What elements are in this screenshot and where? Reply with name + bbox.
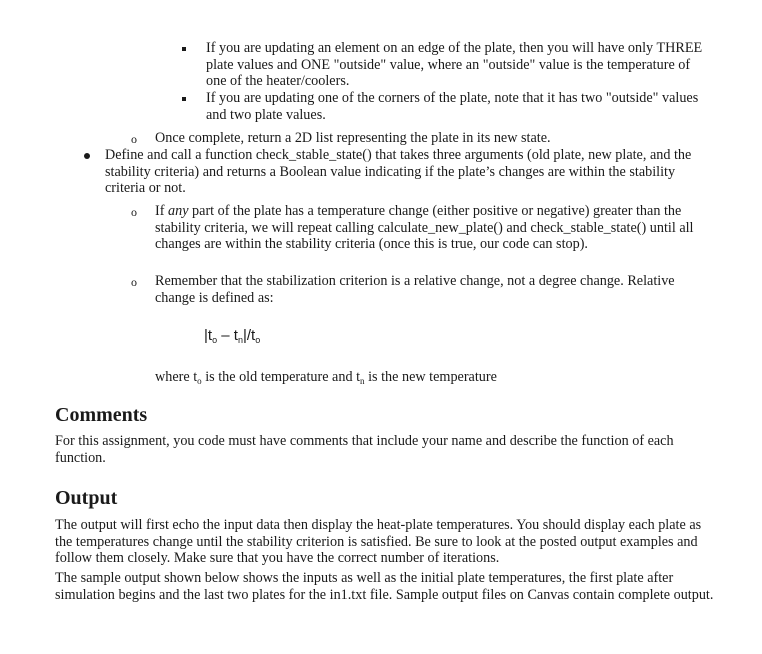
- once-complete-text: Once complete, return a 2D list representing the plate in its new state.: [155, 130, 551, 146]
- define-function-bullet: Define and call a function check_stable_state() that takes three arguments (old plate, new plate, and the stability criteria) and returns a Boolean value indicating if the plate’s changes are within the stability criteria or not.: [105, 147, 692, 196]
- circle-bullet-icon: o: [131, 275, 137, 289]
- sub-bullet-corner: If you are updating one of the corners of the plate, note that it has two "outside" values and two plate values.: [206, 90, 699, 123]
- comments-body: For this assignment, you code must have comments that include your name and describe the function of each function.: [55, 433, 674, 466]
- if-any-pre: If: [155, 203, 168, 219]
- remember-text: Remember that the stabilization criterion is a relative change, not a degree change. Relative change is defined as:: [155, 273, 675, 306]
- circle-bullet-icon: o: [131, 132, 137, 146]
- if-any-post: part of the plate has a temperature change (either positive or negative) greater than the stability criteria, we will repeat calling calculate_new_plate() and check_stable_state() until all changes are within the stability criteria (once this is true, our code can stop).: [155, 203, 694, 252]
- bullet-dot-icon: [84, 153, 90, 159]
- square-bullet-icon: [182, 97, 186, 101]
- comments-heading: Comments: [55, 404, 148, 426]
- output-body-1: The output will first echo the input data then display the heat-plate temperatures. You should display each plate as the temperatures change until the stability criterion is satisfied. Be sure to look at the posted output examples and follow them closely. Make sure that you have the correct number of iterations.: [55, 517, 702, 566]
- if-any-emphasis: any: [168, 203, 189, 219]
- relative-change-formula: $|t_o - t_n|/t_o$: [204, 327, 261, 345]
- where-text: where $t_o$ is the old temperature and $t_n$ is the new temperature: [155, 369, 497, 386]
- square-bullet-icon: [182, 47, 186, 51]
- output-body-2: The sample output shown below shows the inputs as well as the initial plate temperatures, the first plate after simulation begins and the last two plates for the in1.txt file. Sample output files on Canvas contain complete output.: [55, 570, 714, 603]
- circle-bullet-icon: o: [131, 205, 137, 219]
- if-any-text: [155, 203, 715, 253]
- output-heading: Output: [55, 487, 118, 509]
- sub-bullet-edge: If you are updating an element on an edge of the plate, then you will have only THREE plate values and ONE "outside" value, where an "outside" value is the temperature of one of the heater/coolers.: [206, 40, 703, 89]
